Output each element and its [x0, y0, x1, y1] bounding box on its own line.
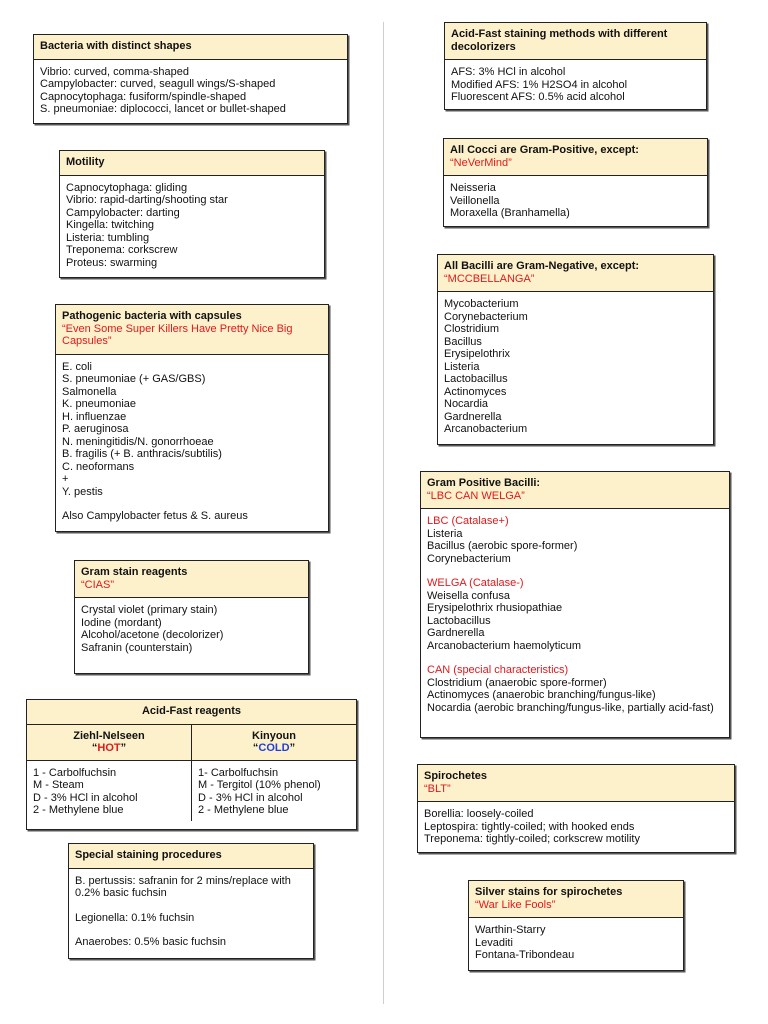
- list-item: Moraxella (Branhamella): [450, 207, 570, 219]
- box-title: [56, 305, 328, 355]
- note: Also Campylobacter fetus & S. aureus: [62, 510, 248, 522]
- mnemonic: “Even Some Super Killers Have Pretty Nice Big Capsules”: [62, 322, 293, 347]
- list-item: K. pneumoniae: [62, 398, 136, 410]
- list-item: Levaditi: [475, 936, 513, 949]
- box-title: [418, 765, 734, 802]
- mnemonic: “War Like Fools”: [475, 898, 556, 911]
- list-item: Iodine (mordant): [81, 616, 162, 629]
- capsules-box: [55, 304, 329, 532]
- list-item: Treponema: corkscrew: [66, 244, 178, 256]
- list-item: Modified AFS: 1% H2SO4 in alcohol: [451, 78, 628, 91]
- mnemonic: “MCCBELLANGA”: [444, 272, 535, 285]
- list-item: Corynebacterium: [444, 310, 528, 323]
- list-item: B. pertussis: safranin for 2 mins/replace with 0.2% basic fuchsin: [75, 874, 291, 899]
- list-item: Listeria: [444, 360, 480, 373]
- special-staining-box: [68, 843, 314, 959]
- list-item: Legionella: 0.1% fuchsin: [75, 911, 195, 924]
- list-item: S. pneumoniae (+ GAS/GBS): [62, 373, 206, 385]
- title-text: Gram Positive Bacilli:: [427, 477, 541, 489]
- list-item: Mycobacterium: [444, 298, 519, 310]
- list-item: M - Steam: [33, 779, 84, 791]
- group-label: LBC (Catalase+): [427, 515, 509, 527]
- title-text: All Cocci are Gram-Positive, except:: [450, 144, 639, 156]
- list-item: Bacillus (aerobic spore-former): [427, 540, 578, 552]
- list-item: 1 - Carbolfuchsin: [33, 766, 117, 779]
- box-title: Acid-Fast staining methods with different decolorizers: [445, 23, 706, 60]
- title-text: Gram stain reagents: [81, 566, 188, 578]
- list-item: Campylobacter: darting: [66, 206, 180, 219]
- title-text: Spirochetes: [424, 770, 487, 782]
- group-label: CAN (special characteristics): [427, 664, 569, 676]
- list-item: Vibrio: rapid-darting/shooting star: [66, 194, 228, 206]
- mnemonic: “NeVerMind”: [450, 156, 512, 169]
- list-item: 2 - Methylene blue: [198, 804, 289, 816]
- list-item: C. neoformans: [62, 460, 135, 473]
- mnemonic: COLD: [258, 742, 290, 754]
- mnemonic: “LBC CAN WELGA”: [427, 489, 525, 502]
- motility-box: [59, 150, 325, 278]
- list-item: Fontana-Tribondeau: [475, 949, 575, 961]
- list-item: Safranin (counterstain): [81, 641, 193, 654]
- list-item: E. coli: [62, 360, 92, 373]
- mnemonic: HOT: [97, 742, 121, 754]
- column-header: Kinyoun “COLD”: [192, 725, 356, 761]
- list-item: AFS: 3% HCl in alcohol: [451, 66, 566, 78]
- box-title: Motility: [60, 151, 324, 176]
- list-item: Salmonella: [62, 385, 117, 398]
- kinyoun-column: [191, 725, 356, 821]
- list-item: Warthin-Starry: [475, 924, 546, 936]
- column-name: Ziehl-Nelseen: [73, 729, 145, 742]
- list-item: Nocardia: [444, 398, 489, 410]
- box-title: [75, 561, 308, 598]
- bacteria-shapes-box: [33, 34, 348, 124]
- list-item: Listeria: tumbling: [66, 231, 150, 244]
- title-text: Pathogenic bacteria with capsules: [62, 310, 242, 322]
- title-text: All Bacilli are Gram-Negative, except:: [444, 260, 640, 272]
- cocci-box: [443, 138, 708, 227]
- list-item: P. aeruginosa: [62, 423, 129, 435]
- list-item: +: [62, 473, 69, 485]
- column-name: Kinyoun: [252, 729, 296, 742]
- list-item: B. fragilis (+ B. anthracis/subtilis): [62, 448, 222, 460]
- list-item: Listeria: [427, 527, 463, 540]
- list-item: Capnocytophaga: fusiform/spindle-shaped: [40, 90, 247, 103]
- box-title: [438, 255, 713, 292]
- list-item: Weisella confusa: [427, 589, 510, 602]
- list-item: D - 3% HCl in alcohol: [33, 791, 138, 804]
- list-item: Kingella: twitching: [66, 219, 155, 231]
- mnemonic: “BLT”: [424, 782, 451, 795]
- box-title: Bacteria with distinct shapes: [34, 35, 347, 60]
- list-item: 1- Carbolfuchsin: [198, 766, 279, 779]
- list-item: D - 3% HCl in alcohol: [198, 791, 303, 804]
- box-title: [444, 139, 707, 176]
- gram-positive-bacilli-box: [420, 471, 730, 738]
- mnemonic: “CIAS”: [81, 578, 114, 591]
- list-item: Erysipelothrix rhusiopathiae: [427, 602, 563, 614]
- list-item: Arcanobacterium: [444, 423, 528, 435]
- list-item: N. meningitidis/N. gonorrhoeae: [62, 435, 214, 448]
- list-item: Erysipelothrix: [444, 348, 511, 360]
- list-item: Treponema: tightly-coiled; corkscrew motility: [424, 833, 640, 845]
- list-item: Alcohol/acetone (decolorizer): [81, 629, 224, 641]
- list-item: Crystal violet (primary stain): [81, 604, 218, 616]
- list-item: Y. pestis: [62, 485, 103, 498]
- list-item: 2 - Methylene blue: [33, 804, 124, 816]
- list-item: Lactobacillus: [444, 373, 508, 385]
- box-title: Acid-Fast reagents: [27, 700, 356, 725]
- list-item: S. pneumoniae: diplococci, lancet or bullet-shaped: [40, 103, 286, 115]
- list-item: Capnocytophaga: gliding: [66, 181, 188, 194]
- ziehl-column: [27, 725, 191, 821]
- silver-stains-box: [468, 880, 684, 971]
- list-item: Proteus: swarming: [66, 256, 158, 269]
- list-item: Gardnerella: [444, 410, 502, 423]
- list-item: Borellia: loosely-coiled: [424, 808, 534, 820]
- group-label: WELGA (Catalase-): [427, 577, 524, 589]
- list-item: Corynebacterium: [427, 552, 511, 565]
- spirochetes-box: [417, 764, 735, 853]
- acid-fast-reagents-box: [26, 699, 357, 830]
- list-item: Clostridium: [444, 323, 500, 335]
- afs-methods-box: [444, 22, 707, 110]
- gram-stain-box: [74, 560, 309, 674]
- title-text: Silver stains for spirochetes: [475, 886, 623, 898]
- list-item: Nocardia (aerobic branching/fungus-like, partially acid-fast): [427, 701, 714, 714]
- bacilli-box: [437, 254, 714, 445]
- list-item: Clostridium (anaerobic spore-former): [427, 676, 607, 689]
- list-item: Gardnerella: [427, 627, 485, 639]
- list-item: Bacillus: [444, 335, 482, 348]
- list-item: Neisseria: [450, 182, 496, 194]
- list-item: Leptospira: tightly-coiled; with hooked ends: [424, 820, 635, 833]
- list-item: H. influenzae: [62, 410, 127, 423]
- box-title: Special staining procedures: [69, 844, 313, 869]
- column-header: Ziehl-Nelseen “HOT”: [27, 725, 191, 761]
- list-item: Veillonella: [450, 194, 500, 207]
- list-item: Anaerobes: 0.5% basic fuchsin: [75, 936, 227, 948]
- list-item: Arcanobacterium haemolyticum: [427, 639, 582, 652]
- list-item: M - Tergitol (10% phenol): [198, 779, 321, 791]
- list-item: Lactobacillus: [427, 614, 491, 627]
- list-item: Actinomyces (anaerobic branching/fungus-like): [427, 689, 656, 701]
- list-item: Campylobacter: curved, seagull wings/S-shaped: [40, 78, 276, 90]
- box-title: [469, 881, 683, 918]
- column-divider: [383, 22, 384, 1004]
- list-item: Actinomyces: [444, 385, 507, 398]
- box-title: [421, 472, 729, 509]
- list-item: Fluorescent AFS: 0.5% acid alcohol: [451, 91, 625, 103]
- list-item: Vibrio: curved, comma-shaped: [40, 65, 189, 78]
